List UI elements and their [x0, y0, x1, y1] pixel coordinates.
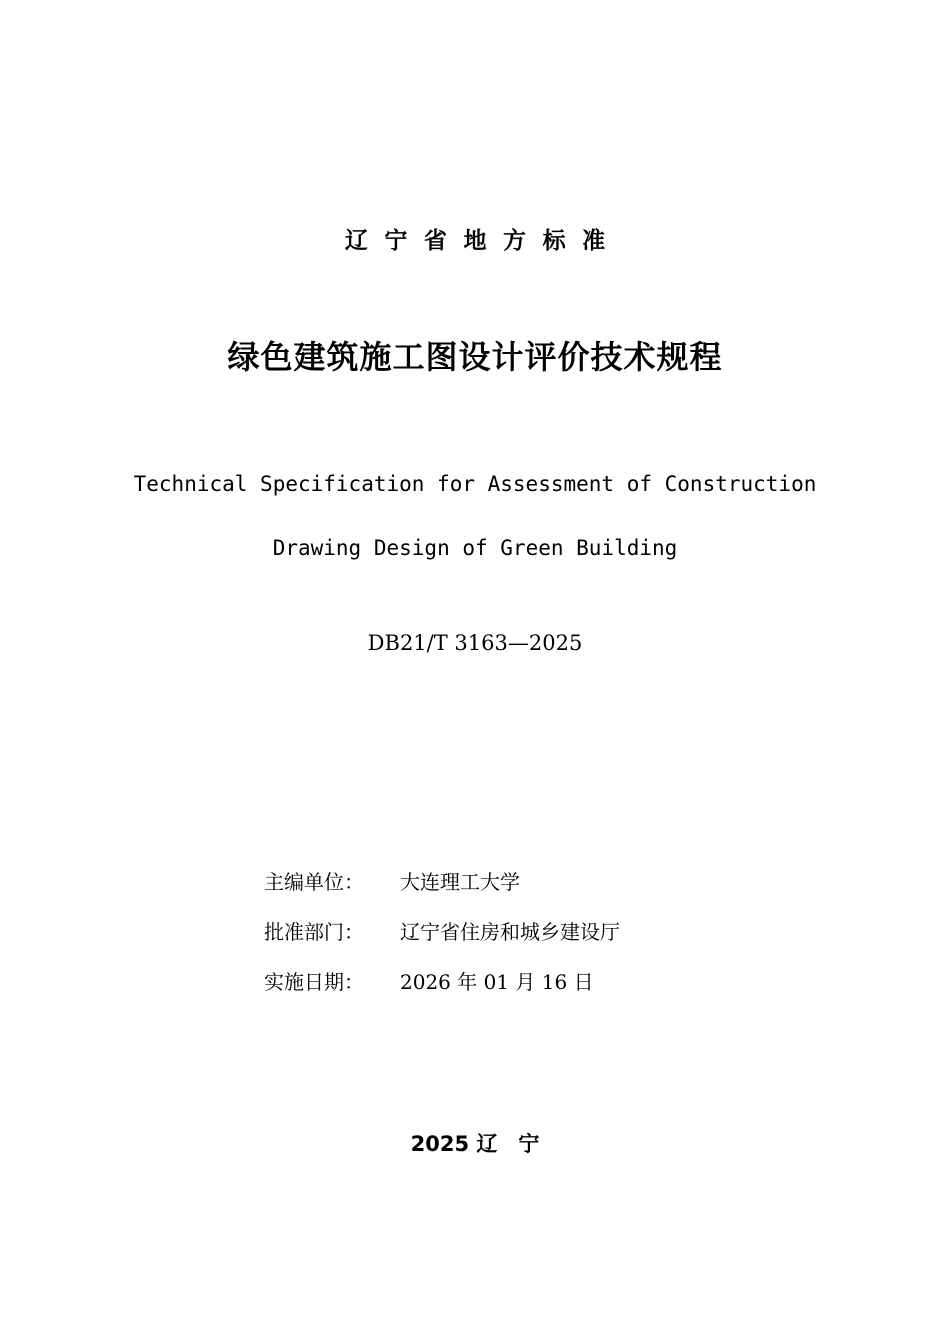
document-title-en-line2: Drawing Design of Green Building: [272, 536, 678, 560]
info-row-editor: [264, 866, 620, 916]
info-label: 主编单位：: [264, 870, 364, 894]
info-label: 实施日期：: [264, 970, 364, 994]
info-row-effective-date: [264, 966, 620, 1016]
info-label: 批准部门：: [264, 920, 364, 944]
document-title-cn: 绿色建筑施工图设计评价技术规程: [227, 338, 723, 376]
standard-code: DB21/T 3163—2025: [367, 631, 583, 655]
info-value: 2026 年 01 月 16 日: [400, 970, 594, 994]
issuer-heading: 辽宁省地方标准: [344, 228, 622, 254]
footer-year-place: 2025 辽 宁: [410, 1132, 540, 1156]
info-value: 大连理工大学: [400, 870, 520, 894]
info-row-approver: [264, 916, 620, 966]
publication-info: [264, 866, 620, 1016]
info-value: 辽宁省住房和城乡建设厅: [400, 920, 620, 944]
document-title-en-line1: Technical Specification for Assessment of Construction: [133, 472, 817, 496]
